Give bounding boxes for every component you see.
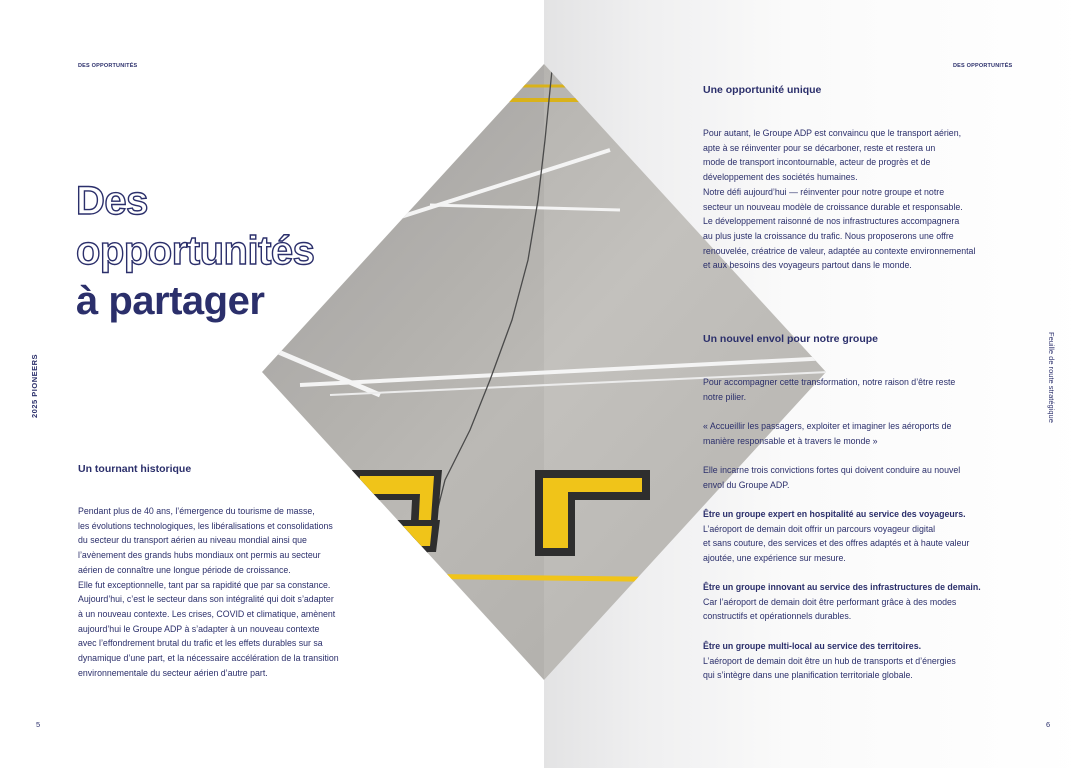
section-heading-tournant: Un tournant historique	[78, 463, 192, 475]
tournant-body	[78, 504, 339, 680]
conviction-title: Être un groupe innovant au service des infrastructures de demain.	[703, 582, 981, 592]
text-line: renouvelée, créatrice de valeur, adaptée au contexte environnemental	[703, 245, 976, 256]
text-line: du secteur du transport aérien au niveau mondial ainsi que	[78, 535, 307, 546]
text-line: Elle incarne trois convictions fortes qui doivent conduire au nouvel	[703, 465, 961, 475]
text-line: notre pilier.	[703, 391, 747, 402]
title-outline-line-1: Des	[76, 179, 148, 223]
title-solid-line: à partager	[76, 279, 265, 323]
text-line: Pour accompagner cette transformation, notre raison d’être reste	[703, 377, 956, 387]
text-line: à un nouveau contexte. Les crises, COVID et climatique, amènent	[78, 608, 336, 619]
convictions-intro	[703, 463, 960, 492]
conviction-hospitalite	[703, 507, 969, 566]
text-line: envol du Groupe ADP.	[703, 479, 790, 490]
conviction-title: Être un groupe expert en hospitalité au service des voyageurs.	[703, 509, 966, 519]
text-line: qui s’intègre dans une planification territoriale globale.	[703, 670, 913, 681]
section-heading-envol: Un nouvel envol pour notre groupe	[703, 333, 879, 345]
opportunite-body	[703, 126, 975, 273]
envol-intro	[703, 375, 955, 404]
conviction-title: Être un groupe multi-local au service des territoires.	[703, 641, 922, 651]
raison-detre-quote	[703, 419, 951, 448]
text-line: apte à se réinventer pour se décarboner, reste et restera un	[703, 142, 936, 153]
text-line: développement des sociétés humaines.	[703, 172, 858, 183]
text-line: l’avènement des grands hubs mondiaux ont permis au secteur	[78, 550, 321, 561]
text-line: aérien de connaître une longue période de croissance.	[78, 564, 291, 575]
section-heading-opportunite: Une opportunité unique	[703, 84, 822, 96]
text-line: aujourd’hui le Groupe ADP à s’adapter à un nouveau contexte	[78, 623, 320, 634]
right-side-label: Feuille de route stratégique	[1047, 332, 1056, 423]
conviction-infrastructures	[703, 580, 981, 624]
text-line: Aujourd’hui, c’est le secteur dans son intégralité qui doit s’adapter	[78, 594, 334, 605]
text-line: Pour autant, le Groupe ADP est convaincu que le transport aérien,	[703, 128, 962, 138]
page-number-left: 5	[36, 720, 41, 729]
text-line: Notre défi aujourd’hui — réinventer pour notre groupe et notre	[703, 186, 945, 197]
text-line: constructifs et opérationnels durables.	[703, 611, 852, 622]
text-line: les évolutions technologiques, les libéralisations et consolidations	[78, 520, 333, 531]
page-title	[76, 176, 314, 326]
text-line: ajoutée, une expérience sur mesure.	[703, 553, 846, 564]
left-side-label: 2025 PIONEERS	[30, 353, 39, 418]
text-line: Le développement raisonné de nos infrastructures accompagnera	[703, 216, 960, 227]
text-line: mode de transport incontournable, acteur de progrès et de	[703, 157, 931, 168]
right-running-head: DES OPPORTUNITÉS	[953, 63, 1013, 69]
text-line: environnementale du secteur aérien d’autre part.	[78, 667, 268, 678]
page-number-right: 6	[1046, 720, 1051, 729]
text-line: L’aéroport de demain doit offrir un parcours voyageur digital	[703, 523, 936, 534]
text-line: avec l’effondrement brutal du trafic et les effets durables sur sa	[78, 638, 323, 649]
text-line: secteur un nouveau modèle de croissance durable et responsable.	[703, 201, 963, 212]
text-line: Car l’aéroport de demain doit être performant grâce à des modes	[703, 596, 957, 607]
text-line: dynamique d’une part, et la nécessaire accélération de la transition	[78, 653, 339, 664]
text-line: au plus juste la croissance du trafic. Nous proposerons une offre	[703, 230, 954, 241]
text-line: et aux besoins des voyageurs partout dans le monde.	[703, 260, 912, 271]
text-line: Elle fut exceptionnelle, tant par sa rapidité que par sa constance.	[78, 579, 331, 590]
title-outline-line-2: opportunités	[76, 229, 315, 273]
text-line: et sans couture, des services et des offres adaptés et à haute valeur	[703, 538, 970, 549]
left-running-head: DES OPPORTUNITÉS	[78, 63, 138, 69]
text-line: L’aéroport de demain doit être un hub de transports et d’énergies	[703, 655, 956, 666]
conviction-territoires	[703, 639, 956, 683]
text-line: manière responsable et à travers le monde »	[703, 435, 878, 446]
text-line: Pendant plus de 40 ans, l’émergence du tourisme de masse,	[78, 506, 315, 516]
text-line: « Accueillir les passagers, exploiter et imaginer les aéroports de	[703, 421, 952, 431]
